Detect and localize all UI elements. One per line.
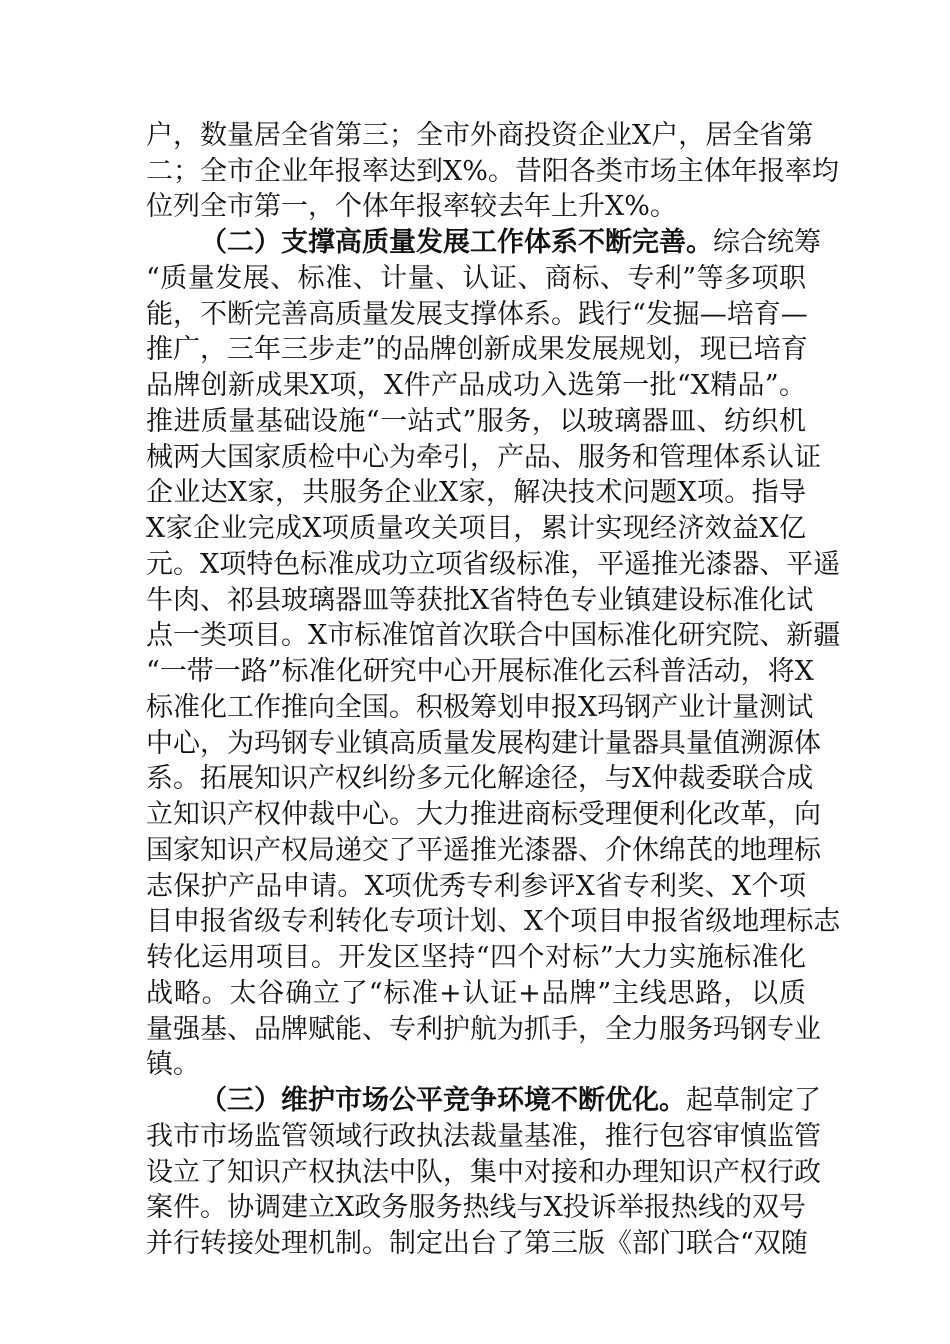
- text-line: 标准化工作推向全国。积极筹划申报X玛钢产业计量测试: [146, 692, 814, 723]
- text-line: 点一类项目。X市标准馆首次联合中国标准化研究院、新疆: [146, 620, 841, 651]
- text-line: 推进质量基础设施“一站式”服务，以玻璃器皿、纺织机: [146, 406, 806, 437]
- text-line: 并行转接处理机制。制定出台了第三版《部门联合“双随: [146, 1228, 808, 1259]
- text-line: 设立了知识产权执法中队，集中对接和办理知识产权行政: [146, 1157, 821, 1188]
- text-line: 品牌创新成果X项，X件产品成功入选第一批“X精品”。: [146, 370, 806, 401]
- text-line: 元。X项特色标准成功立项省级标准，平遥推光漆器、平遥: [146, 549, 841, 580]
- text-line: 系。拓展知识产权纠纷多元化解途径，与X仲裁委联合成: [146, 763, 814, 794]
- text-line: “质量发展、标准、计量、认证、商标、专利”等多项职: [146, 263, 806, 294]
- text-line: 我市市场监管领域行政执法裁量基准，推行包容审慎监管: [146, 1121, 821, 1152]
- paragraph-3-start: 起草制定了: [686, 1085, 821, 1116]
- text-line: 目申报省级专利转化专项计划、X个项目申报省级地理标志: [146, 906, 841, 937]
- text-line: 战略。太谷确立了“标准+认证+品牌”主线思路，以质: [146, 978, 806, 1009]
- paragraph-2-first-line: [200, 223, 821, 263]
- paragraph-2-start: 综合统筹: [713, 227, 821, 258]
- text-line: 志保护产品申请。X项优秀专利参评X省专利奖、X个项: [146, 871, 806, 902]
- paragraph-3-first-line: [200, 1081, 821, 1121]
- text-line: “一带一路”标准化研究中心开展标准化云科普活动，将X: [146, 656, 814, 687]
- text-line: 企业达X家，共服务企业X家，解决技术问题X项。指导: [146, 477, 806, 508]
- text-line: 转化运用项目。开发区坚持“四个对标”大力实施标准化: [146, 942, 806, 973]
- text-line: 牛肉、祁县玻璃器皿等获批X省特色专业镇建设标准化试: [146, 585, 814, 616]
- text-line: 械两大国家质检中心为牵引，产品、服务和管理体系认证: [146, 442, 821, 473]
- text-line: 国家知识产权局递交了平遥推光漆器、介休绵芪的地理标: [146, 835, 821, 866]
- text-line: 中心，为玛钢专业镇高质量发展构建计量器具量值溯源体: [146, 728, 821, 759]
- paragraph-3-heading: （三）维护市场公平竞争环境不断优化。: [200, 1085, 686, 1116]
- text-line: X家企业完成X项质量攻关项目，累计实现经济效益X亿: [146, 513, 806, 544]
- text-line: 户，数量居全省第三；全市外商投资企业X户，居全省第: [146, 120, 814, 151]
- text-line: 位列全市第一，个体年报率较去年上升X%。: [146, 191, 677, 222]
- text-line: 二；全市企业年报率达到X%。昔阳各类市场主体年报率均: [146, 156, 839, 187]
- text-line: 推广，三年三步走”的品牌创新成果发展规划，现已培育: [146, 334, 808, 365]
- text-line: 立知识产权仲裁中心。大力推进商标受理便利化改革，向: [146, 799, 821, 830]
- text-line: 案件。协调建立X政务服务热线与X投诉举报热线的双号: [146, 1192, 806, 1223]
- text-line: 镇。: [146, 1049, 200, 1080]
- text-line: 量强基、品牌赋能、专利护航为抓手，全力服务玛钢专业: [146, 1014, 821, 1045]
- text-line: 能，不断完善高质量发展支撑体系。践行“发掘—培育—: [146, 299, 808, 330]
- paragraph-2-heading: （二）支撑高质量发展工作体系不断完善。: [200, 227, 713, 258]
